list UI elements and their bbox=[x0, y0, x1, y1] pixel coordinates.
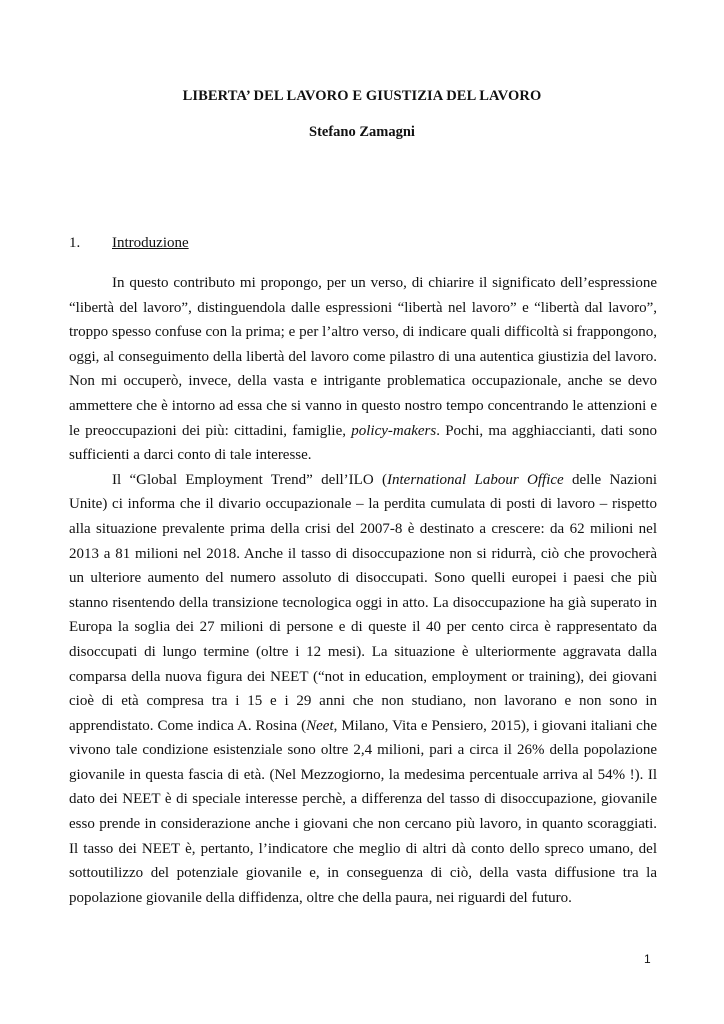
paragraph-2-text-end: , Milano, Vita e Pensiero, 2015), i giovani italiani che vivono tale condizione esistenziale sono oltre 2,4 milioni, pari a circa il 26% della popolazione giovanile in questa fascia di età. (Nel Mezzogiorno, la medesima percentuale arriva al 54% !). Il dato dei NEET è di speciale interesse perchè, a differenza del tasso di disoccupazione, giovanile esso prende in considerazione anche i giovani che non cercano più lavoro, in quanto scoraggiati. Il tasso dei NEET è, pertanto, l’indicatore che meglio di altri dà conto dello spreco umano, del sottoutilizzo del potenziale giovanile e, in conseguenza di ciò, della vasta diffusione tra la popolazione giovanile della diffidenza, oltre che della paura, nei riguardi del futuro. bbox=[69, 717, 657, 906]
body-text bbox=[69, 271, 657, 910]
section-number: 1. bbox=[69, 235, 81, 251]
paragraph-2-italic-ilo: International Labour Office bbox=[387, 471, 564, 488]
section-header bbox=[69, 235, 189, 252]
document-title: LIBERTA’ DEL LAVORO E GIUSTIZIA DEL LAVORO bbox=[182, 88, 542, 104]
paragraph-1-italic: policy-makers bbox=[351, 422, 437, 439]
paragraph-1-text: In questo contributo mi propongo, per un verso, di chiarire il significato dell’espressione “libertà del lavoro”, distinguendola dalle espressioni “libertà nel lavoro” e “libertà dal lavoro”, troppo spesso confuse con la prima; e per l’altro verso, di indicare quali difficoltà si frappongono, oggi, al conseguimento della libertà del lavoro come pilastro di una autentica giustizia del lavoro. Non mi occuperò, invece, della vasta e intrigante problematica occupazionale, anche se devo ammettere che è intorno ad essa che si vanno in questo nostro tempo concentrando le attenzioni e le preoccupazioni dei più: cittadini, famiglie, bbox=[69, 275, 657, 439]
paragraph-2-text-middle: delle Nazioni Unite) ci informa che il divario occupazionale – la perdita cumulata di posti di lavoro – rispetto alla situazione prevalente prima della crisi del 2007-8 è destinato a crescere: da 62 milioni nel 2013 a 81 milioni nel 2018. Anche il tasso di disoccupazione non si ridurrà, ciò che provocherà un ulteriore aumento del numero assoluto di disoccupati. Sono quelli europei i paesi che più stanno risentendo della transizione tecnologica oggi in atto. La disoccupazione ha già superato in Europa la soglia dei 27 milioni di persone e di queste il 40 per cento circa è rappresentato da disoccupati di lungo termine (oltre i 12 mesi). La situazione è ulteriormente aggravata dalla comparsa della nuova figura dei NEET (“not in education, employment or training), dei giovani cioè di età compresa tra i 15 e i 29 anni che non studiano, non lavorano e non sono in apprendistato. Come indica A. Rosina ( bbox=[69, 471, 657, 734]
paragraph-1-text-end: . Pochi, ma agghiaccianti, dati sono sufficienti a darci conto di tale interesse. bbox=[69, 422, 657, 464]
section-heading: Introduzione bbox=[112, 235, 189, 251]
paragraph-1 bbox=[69, 271, 657, 468]
author-name: Stefano Zamagni bbox=[309, 124, 415, 140]
paragraph-2-text: Il “Global Employment Trend” dell’ILO ( bbox=[112, 471, 387, 488]
page-number: 1 bbox=[644, 952, 651, 966]
paragraph-2 bbox=[69, 468, 657, 911]
paragraph-2-italic-neet: Neet bbox=[306, 717, 334, 734]
